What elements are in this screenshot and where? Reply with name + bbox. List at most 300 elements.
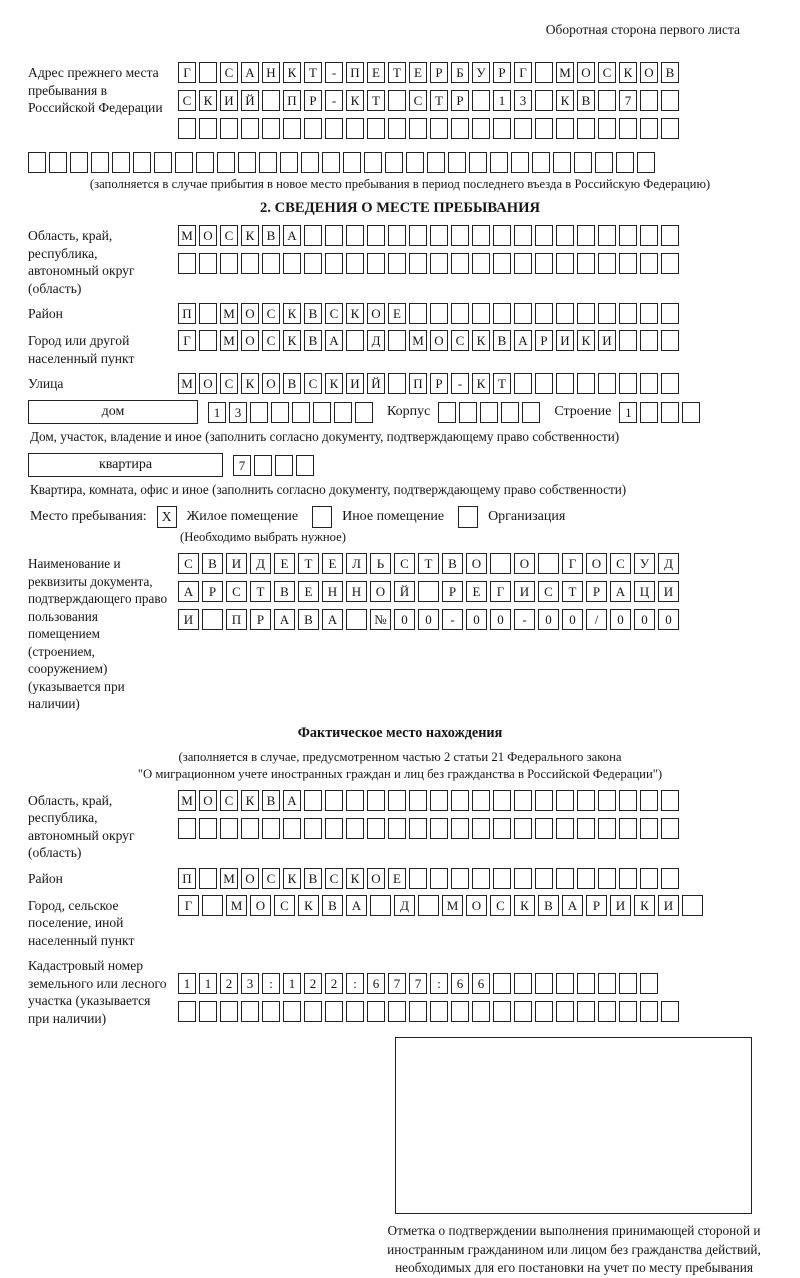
empty-cell (301, 152, 319, 173)
empty-cell (262, 118, 280, 139)
empty-cell (598, 790, 616, 811)
checkbox-residential: X (157, 506, 177, 528)
empty-cell (262, 818, 280, 839)
empty-cell (472, 790, 490, 811)
char-cell: О (250, 895, 271, 916)
char-cell: Д (394, 895, 415, 916)
empty-cell (154, 152, 172, 173)
char-cell: С (262, 868, 280, 889)
empty-cell (616, 152, 634, 173)
region-block (28, 225, 772, 297)
empty-cell (640, 818, 658, 839)
empty-cell (388, 118, 406, 139)
char-cell: Д (367, 330, 385, 351)
char-cell: Т (430, 90, 448, 111)
empty-cell (409, 253, 427, 274)
char-cell: Р (250, 609, 271, 630)
empty-cell (346, 118, 364, 139)
char-cell: П (346, 62, 364, 83)
empty-cell (556, 225, 574, 246)
empty-cell (514, 118, 532, 139)
char-cell: В (577, 90, 595, 111)
empty-cell (418, 895, 439, 916)
actual-region-block (28, 790, 772, 862)
empty-cell (409, 790, 427, 811)
char-cell: В (274, 581, 295, 602)
empty-cell (640, 973, 658, 994)
char-cell: А (283, 790, 301, 811)
empty-cell (538, 553, 559, 574)
empty-cell (343, 152, 361, 173)
empty-cell (577, 1001, 595, 1022)
char-cell: С (262, 330, 280, 351)
empty-cell (241, 818, 259, 839)
char-cell: О (577, 62, 595, 83)
empty-cell (661, 225, 679, 246)
empty-cell (472, 818, 490, 839)
actual-region-row-2 (178, 818, 679, 839)
empty-cell (202, 609, 223, 630)
empty-cell (271, 402, 289, 423)
empty-cell (619, 330, 637, 351)
empty-cell (430, 1001, 448, 1022)
char-cell: С (220, 790, 238, 811)
empty-cell (472, 1001, 490, 1022)
char-cell: А (178, 581, 199, 602)
empty-cell (199, 868, 217, 889)
empty-cell (619, 818, 637, 839)
char-cell: М (226, 895, 247, 916)
option-residential-label: Жилое помещение (186, 509, 299, 524)
empty-cell (133, 152, 151, 173)
empty-cell (430, 118, 448, 139)
char-cell: У (634, 553, 655, 574)
char-cell: О (241, 330, 259, 351)
char-cell: Р (430, 62, 448, 83)
char-cell: В (202, 553, 223, 574)
city-label: Город или другой населенный пункт (28, 333, 135, 366)
document-cells (178, 553, 679, 637)
char-cell: Е (322, 553, 343, 574)
empty-cell (388, 253, 406, 274)
empty-cell (438, 402, 456, 423)
empty-cell (556, 818, 574, 839)
empty-cell (619, 1001, 637, 1022)
char-cell: К (346, 90, 364, 111)
empty-cell (661, 373, 679, 394)
char-cell: В (538, 895, 559, 916)
char-cell: А (322, 609, 343, 630)
apartment-note: Квартира, комната, офис и иное (заполнить согласно документу, подтверждающему право собственности) (30, 482, 627, 497)
empty-cell (325, 253, 343, 274)
char-cell: В (322, 895, 343, 916)
char-cell: 3 (229, 402, 247, 423)
empty-cell (199, 1001, 217, 1022)
char-cell: Г (562, 553, 583, 574)
empty-cell (175, 152, 193, 173)
char-cell: О (430, 330, 448, 351)
document-block (28, 553, 772, 713)
empty-cell (661, 1001, 679, 1022)
char-cell: Е (388, 303, 406, 324)
empty-cell (501, 402, 519, 423)
char-cell: О (241, 868, 259, 889)
empty-cell (322, 152, 340, 173)
empty-cell (367, 1001, 385, 1022)
char-cell: О (586, 553, 607, 574)
empty-cell (388, 90, 406, 111)
empty-cell (451, 118, 469, 139)
empty-cell (346, 1001, 364, 1022)
empty-cell (259, 152, 277, 173)
empty-cell (304, 818, 322, 839)
char-cell: П (283, 90, 301, 111)
char-cell: Н (346, 581, 367, 602)
char-cell: А (241, 62, 259, 83)
char-cell: В (262, 225, 280, 246)
empty-cell (388, 330, 406, 351)
empty-cell (535, 790, 553, 811)
empty-cell (637, 152, 655, 173)
char-cell: 7 (619, 90, 637, 111)
char-cell: О (370, 581, 391, 602)
char-cell: Р (202, 581, 223, 602)
char-cell: 2 (220, 973, 238, 994)
empty-cell (640, 330, 658, 351)
empty-cell (553, 152, 571, 173)
empty-cell (556, 303, 574, 324)
cadastral-row-1 (178, 973, 679, 994)
char-cell: И (220, 90, 238, 111)
char-cell: 1 (178, 973, 196, 994)
prev-address-note: (заполняется в случае прибытия в новое место пребывания в период последнего въезда в Российскую Федерацию) (89, 177, 711, 191)
char-cell: С (325, 868, 343, 889)
empty-cell (640, 90, 658, 111)
empty-cell (283, 118, 301, 139)
char-cell: А (325, 330, 343, 351)
empty-cell (535, 818, 553, 839)
char-cell: - (325, 90, 343, 111)
empty-cell (556, 868, 574, 889)
char-cell: Т (388, 62, 406, 83)
char-cell: С (451, 330, 469, 351)
char-cell: И (556, 330, 574, 351)
empty-cell (388, 790, 406, 811)
char-cell: Г (178, 895, 199, 916)
stamp-caption: Отметка о подтверждении выполнения принимающей стороной и иностранным гражданином или лицом без гражданства действий, необходимых для его постановки на учет по месту пребывания (387, 1223, 761, 1275)
char-cell: 6 (367, 973, 385, 994)
empty-cell (661, 303, 679, 324)
empty-cell (682, 402, 700, 423)
char-cell: В (304, 303, 322, 324)
char-cell: В (304, 868, 322, 889)
char-cell: И (658, 895, 679, 916)
empty-cell (304, 253, 322, 274)
empty-cell (493, 973, 511, 994)
region-row-1 (178, 225, 679, 246)
empty-cell (430, 818, 448, 839)
empty-cell (490, 152, 508, 173)
char-cell: Б (451, 62, 469, 83)
empty-cell (574, 152, 592, 173)
char-cell: 0 (610, 609, 631, 630)
empty-cell (241, 253, 259, 274)
street-label: Улица (28, 376, 64, 391)
empty-cell (556, 118, 574, 139)
empty-cell (514, 253, 532, 274)
empty-cell (178, 818, 196, 839)
char-cell: О (241, 303, 259, 324)
char-cell: Р (451, 90, 469, 111)
empty-cell (535, 253, 553, 274)
empty-cell (241, 1001, 259, 1022)
empty-cell (199, 303, 217, 324)
empty-cell (514, 868, 532, 889)
char-cell: К (283, 330, 301, 351)
empty-cell (346, 225, 364, 246)
empty-cell (598, 225, 616, 246)
empty-cell (430, 868, 448, 889)
empty-cell (493, 818, 511, 839)
char-cell: 7 (388, 973, 406, 994)
char-cell: 3 (514, 90, 532, 111)
char-cell: М (178, 225, 196, 246)
empty-cell (220, 253, 238, 274)
empty-cell (346, 609, 367, 630)
char-cell: О (199, 790, 217, 811)
empty-cell (490, 553, 511, 574)
empty-cell (304, 225, 322, 246)
empty-cell (514, 973, 532, 994)
char-cell: В (661, 62, 679, 83)
stroenie-cells (619, 402, 700, 423)
char-cell: К (346, 303, 364, 324)
char-cell: О (466, 553, 487, 574)
char-cell: К (325, 373, 343, 394)
empty-cell (514, 303, 532, 324)
empty-cell (661, 90, 679, 111)
empty-cell (217, 152, 235, 173)
page-side-note: Оборотная сторона первого листа (545, 22, 740, 37)
char-cell: А (562, 895, 583, 916)
char-cell: М (442, 895, 463, 916)
empty-cell (514, 1001, 532, 1022)
empty-cell (346, 818, 364, 839)
empty-cell (262, 90, 280, 111)
empty-cell (619, 373, 637, 394)
empty-cell (304, 118, 322, 139)
empty-cell (355, 402, 373, 423)
empty-cell (661, 253, 679, 274)
char-cell: Т (367, 90, 385, 111)
char-cell: 0 (658, 609, 679, 630)
char-cell: С (409, 90, 427, 111)
empty-cell (364, 152, 382, 173)
char-cell: Т (562, 581, 583, 602)
house-note: Дом, участок, владение и иное (заполнить согласно документу, подтверждающему право собственности) (30, 429, 620, 444)
char-cell: И (610, 895, 631, 916)
district-block (28, 303, 772, 324)
char-cell: С (274, 895, 295, 916)
char-cell: - (325, 62, 343, 83)
empty-cell (418, 581, 439, 602)
char-cell: : (430, 973, 448, 994)
apartment-cells (233, 455, 314, 476)
char-cell: Г (490, 581, 511, 602)
empty-cell (577, 253, 595, 274)
char-cell: Т (418, 553, 439, 574)
empty-cell (238, 152, 256, 173)
char-cell: 0 (394, 609, 415, 630)
prev-address-row-2 (178, 90, 679, 111)
empty-cell (514, 373, 532, 394)
char-cell: 0 (634, 609, 655, 630)
empty-cell (367, 225, 385, 246)
char-cell: Е (388, 868, 406, 889)
empty-cell (493, 225, 511, 246)
empty-cell (640, 1001, 658, 1022)
char-cell: О (367, 303, 385, 324)
empty-cell (430, 225, 448, 246)
char-cell: О (466, 895, 487, 916)
empty-cell (661, 402, 679, 423)
empty-cell (556, 253, 574, 274)
char-cell: 6 (451, 973, 469, 994)
empty-cell (535, 973, 553, 994)
char-cell: О (367, 868, 385, 889)
empty-cell (275, 455, 293, 476)
actual-region-label: Область, край, республика, автономный округ (область) (28, 792, 135, 860)
char-cell: 1 (493, 90, 511, 111)
empty-cell (220, 1001, 238, 1022)
empty-cell (409, 118, 427, 139)
char-cell: 1 (283, 973, 301, 994)
char-cell: И (658, 581, 679, 602)
char-cell: - (442, 609, 463, 630)
empty-cell (598, 1001, 616, 1022)
char-cell: К (514, 895, 535, 916)
empty-cell (220, 818, 238, 839)
char-cell: Е (409, 62, 427, 83)
char-cell: 3 (241, 973, 259, 994)
char-cell: Р (430, 373, 448, 394)
empty-cell (661, 790, 679, 811)
char-cell: С (178, 553, 199, 574)
empty-cell (493, 1001, 511, 1022)
empty-cell (220, 118, 238, 139)
actual-district-row (178, 868, 679, 889)
empty-cell (514, 790, 532, 811)
empty-cell (346, 253, 364, 274)
empty-cell (598, 973, 616, 994)
empty-cell (619, 790, 637, 811)
empty-cell (661, 818, 679, 839)
empty-cell (556, 1001, 574, 1022)
empty-cell (112, 152, 130, 173)
empty-cell (250, 402, 268, 423)
char-cell: В (442, 553, 463, 574)
char-cell: П (178, 303, 196, 324)
empty-cell (70, 152, 88, 173)
char-cell: Т (250, 581, 271, 602)
char-cell: С (262, 303, 280, 324)
empty-cell (640, 303, 658, 324)
empty-cell (346, 790, 364, 811)
empty-cell (409, 1001, 427, 1022)
district-label: Район (28, 306, 63, 321)
empty-cell (598, 90, 616, 111)
empty-cell (556, 790, 574, 811)
empty-cell (619, 973, 637, 994)
empty-cell (451, 868, 469, 889)
prev-address-row-1 (178, 62, 679, 83)
empty-cell (196, 152, 214, 173)
actual-city-row (178, 895, 703, 916)
empty-cell (28, 152, 46, 173)
char-cell: И (226, 553, 247, 574)
char-cell: Н (262, 62, 280, 83)
char-cell: И (346, 373, 364, 394)
char-cell: 2 (325, 973, 343, 994)
empty-cell (199, 330, 217, 351)
char-cell: / (586, 609, 607, 630)
char-cell: М (556, 62, 574, 83)
empty-cell (535, 373, 553, 394)
char-cell: В (493, 330, 511, 351)
char-cell: В (283, 373, 301, 394)
char-cell: У (472, 62, 490, 83)
document-row-2 (178, 581, 679, 602)
empty-cell (388, 373, 406, 394)
actual-city-label: Город, сельское поселение, иной населенный пункт (28, 897, 135, 948)
char-cell: М (178, 790, 196, 811)
empty-cell (367, 790, 385, 811)
char-cell: Д (250, 553, 271, 574)
empty-cell (619, 118, 637, 139)
empty-cell (199, 118, 217, 139)
empty-cell (409, 818, 427, 839)
empty-cell (514, 225, 532, 246)
actual-location-title: Фактическое место нахождения (297, 724, 503, 741)
empty-cell (493, 868, 511, 889)
prev-address-row-3 (178, 118, 679, 139)
empty-cell (451, 790, 469, 811)
empty-cell (49, 152, 67, 173)
empty-cell (241, 118, 259, 139)
char-cell: Р (442, 581, 463, 602)
empty-cell (202, 895, 223, 916)
char-cell: Т (298, 553, 319, 574)
empty-cell (493, 303, 511, 324)
stay-type-label: Место пребывания: (30, 509, 147, 524)
empty-cell (178, 253, 196, 274)
empty-cell (325, 818, 343, 839)
empty-cell (511, 152, 529, 173)
char-cell: 0 (538, 609, 559, 630)
char-cell: К (283, 868, 301, 889)
char-cell: С (220, 62, 238, 83)
empty-cell (388, 225, 406, 246)
empty-cell (535, 303, 553, 324)
empty-cell (292, 402, 310, 423)
char-cell: 0 (562, 609, 583, 630)
empty-cell (430, 303, 448, 324)
char-cell: Й (241, 90, 259, 111)
char-cell: 1 (208, 402, 226, 423)
empty-cell (577, 225, 595, 246)
actual-region-cells (178, 790, 679, 846)
char-cell: 7 (409, 973, 427, 994)
